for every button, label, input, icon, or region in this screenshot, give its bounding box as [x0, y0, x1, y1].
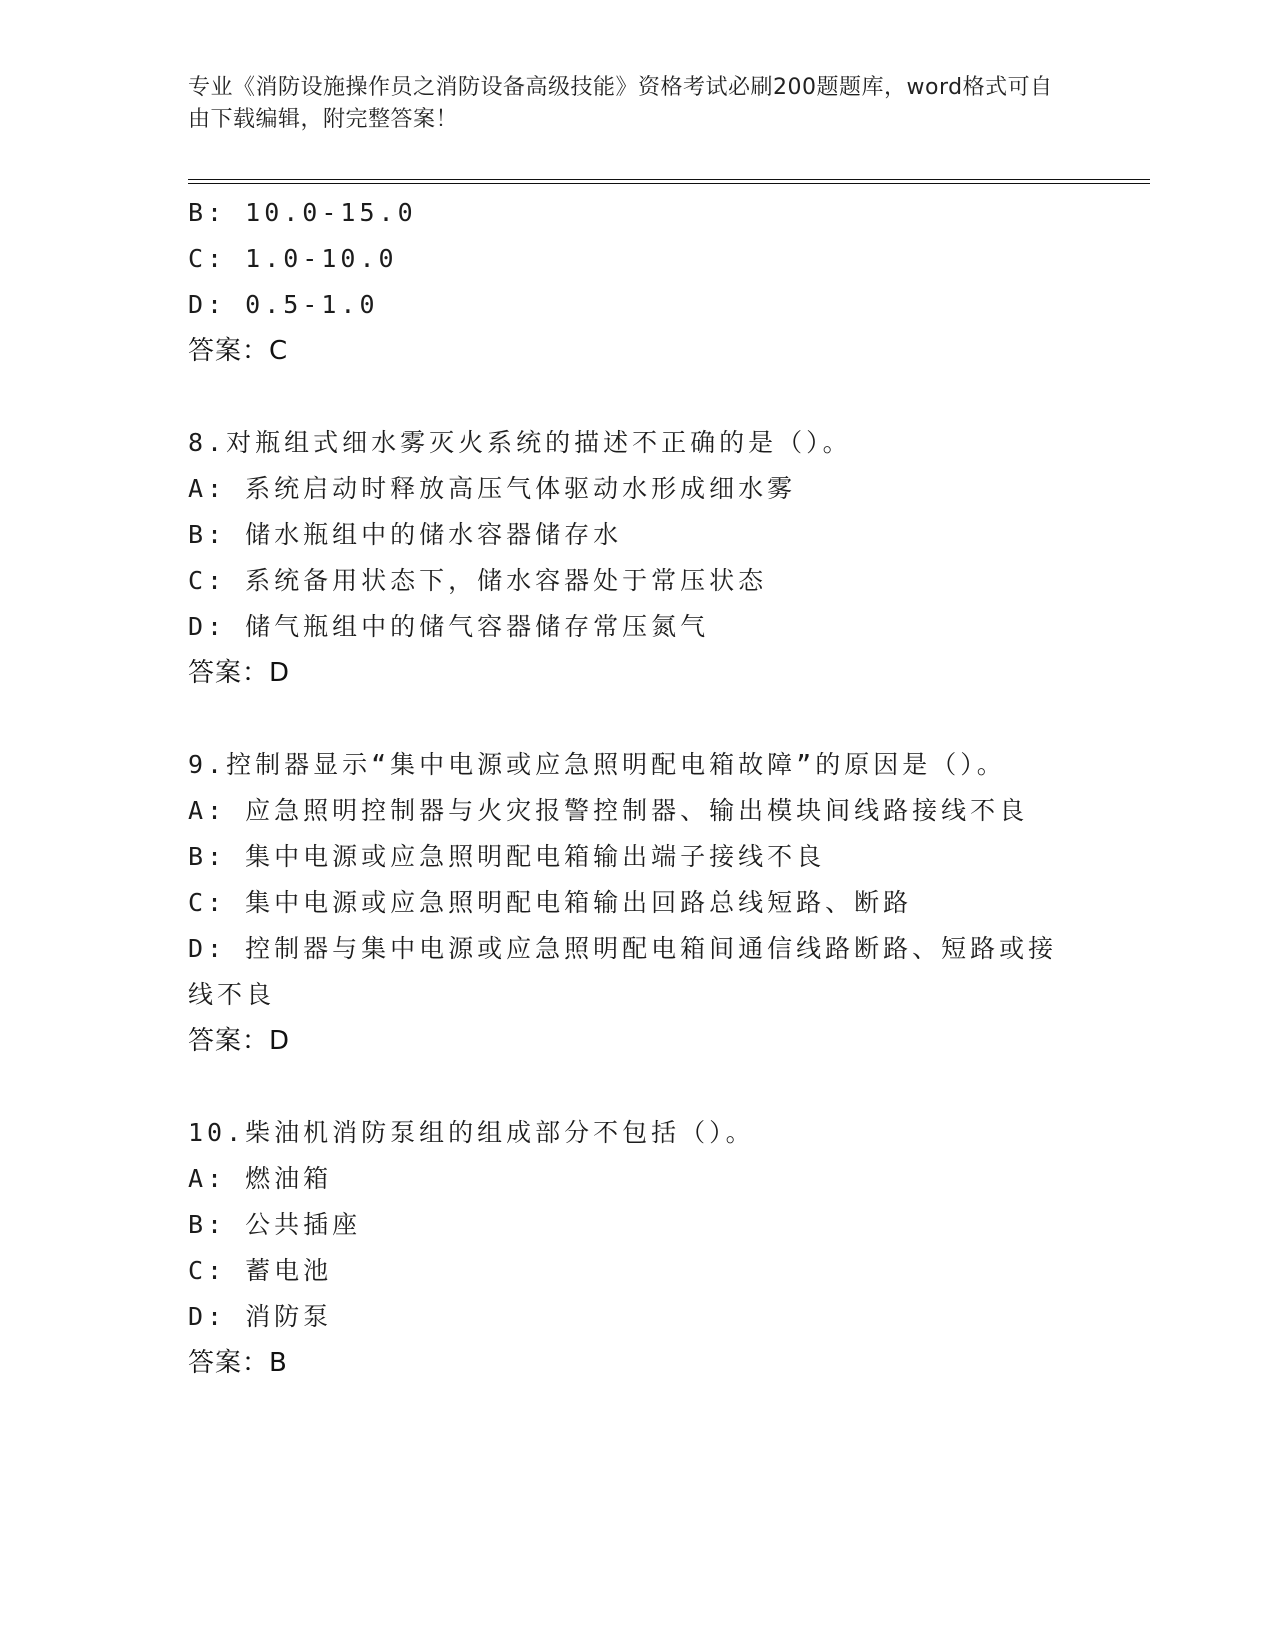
option-d: D: 储气瓶组中的储气容器储存常压氮气: [188, 612, 710, 641]
option-a: A: 燃油箱: [188, 1164, 333, 1193]
answer-line: 答案：C: [188, 336, 289, 366]
option-b: B: 10.0-15.0: [188, 198, 417, 227]
option-a: A: 应急照明控制器与火灾报警控制器、输出模块间线路接线不良: [188, 796, 1029, 825]
question-7-continued: [188, 190, 1088, 374]
question-stem: 9.控制器显示“集中电源或应急照明配电箱故障”的原因是（）。: [188, 750, 1006, 779]
question-10: [188, 1110, 1088, 1386]
option-b: B: 公共插座: [188, 1210, 362, 1239]
spacer: [188, 1064, 1088, 1110]
question-8: [188, 420, 1088, 696]
option-c: C: 系统备用状态下，储水容器处于常压状态: [188, 566, 768, 595]
answer-line: 答案：D: [188, 1026, 291, 1056]
option-b: B: 集中电源或应急照明配电箱输出端子接线不良: [188, 842, 826, 871]
option-c: C: 集中电源或应急照明配电箱输出回路总线短路、断路: [188, 888, 913, 917]
header-divider-top: [188, 179, 1150, 180]
option-a: A: 系统启动时释放高压气体驱动水形成细水雾: [188, 474, 797, 503]
question-9: [188, 742, 1088, 1064]
option-d: D: 消防泵: [188, 1302, 333, 1331]
document-header: 专业《消防设施操作员之消防设备高级技能》资格考试必刷200题题库，word格式可自由下载编辑，附完整答案！: [188, 75, 1053, 132]
question-list: [188, 190, 1088, 1386]
option-c: C: 1.0-10.0: [188, 244, 398, 273]
header-divider-bottom: [188, 183, 1150, 184]
option-d: D: 控制器与集中电源或应急照明配电箱间通信线路断路、短路或接线不良: [188, 934, 1058, 1009]
spacer: [188, 374, 1088, 420]
question-stem: 8.对瓶组式细水雾灭火系统的描述不正确的是（）。: [188, 428, 852, 457]
answer-line: 答案：D: [188, 658, 291, 688]
option-c: C: 蓄电池: [188, 1256, 333, 1285]
answer-line: 答案：B: [188, 1348, 288, 1378]
spacer: [188, 696, 1088, 742]
question-stem: 10.柴油机消防泵组的组成部分不包括（）。: [188, 1118, 755, 1147]
option-b: B: 储水瓶组中的储水容器储存水: [188, 520, 623, 549]
option-d: D: 0.5-1.0: [188, 290, 379, 319]
